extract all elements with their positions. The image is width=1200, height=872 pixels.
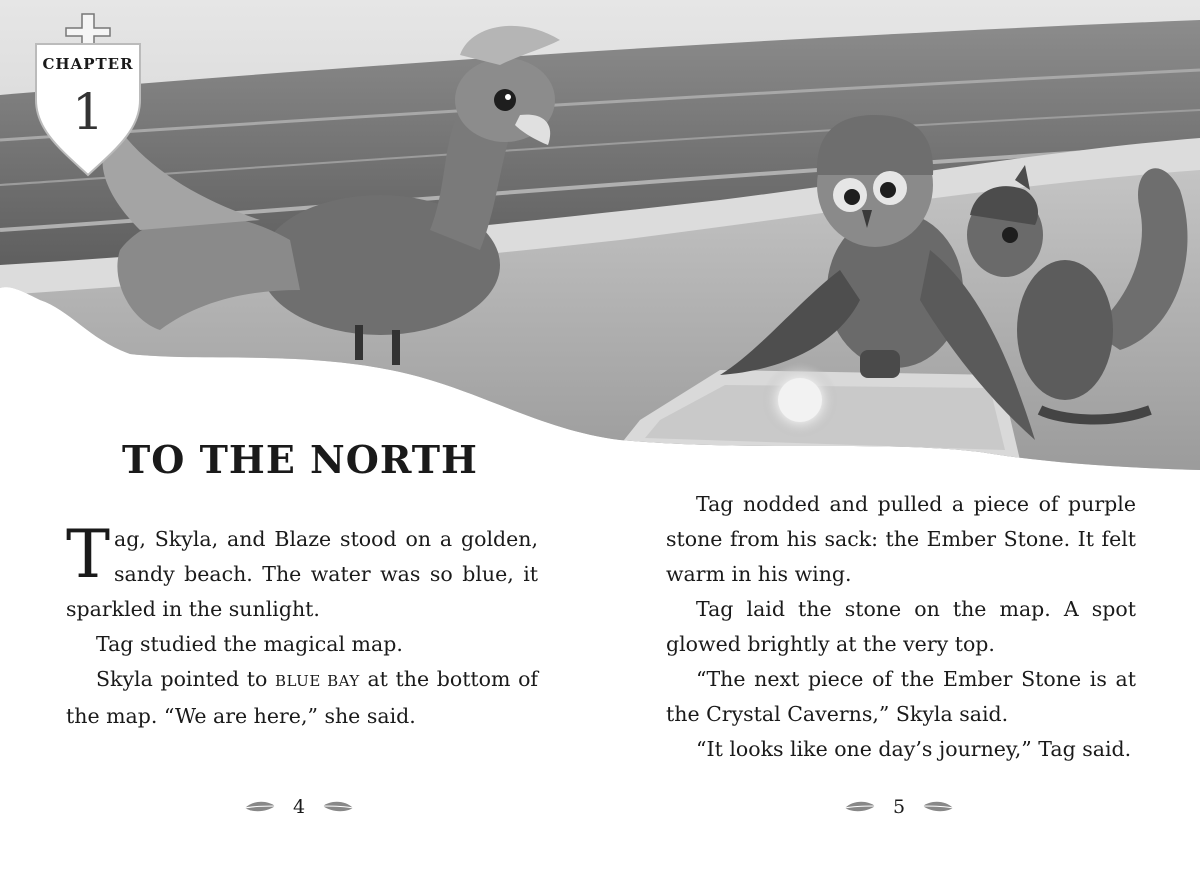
place-name: BLUE BAY xyxy=(275,672,360,690)
page-number-left xyxy=(229,793,369,821)
chapter-number: 1 xyxy=(72,83,104,141)
paragraph: Tag nodded and pulled a piece of purple stone from his sack: the Ember Stone. It felt warm in his wing. xyxy=(666,492,1136,586)
chapter-badge xyxy=(30,10,146,180)
paragraph-text: Skyla pointed to xyxy=(96,667,276,691)
paragraph xyxy=(66,516,538,627)
leaf-ornament-icon xyxy=(321,800,355,814)
chapter-title: TO THE NORTH xyxy=(122,437,478,482)
drop-cap: T xyxy=(66,516,111,593)
leaf-ornament-icon xyxy=(921,800,955,814)
paragraph-text: Tag studied the magical map. xyxy=(96,632,403,656)
right-page-text xyxy=(666,487,1136,767)
page-number-right xyxy=(829,793,969,821)
leaf-ornament-icon xyxy=(243,800,277,814)
paragraph xyxy=(66,662,538,734)
paragraph: Tag laid the stone on the map. A spot glowed brightly at the very top. xyxy=(666,597,1136,656)
paragraph: “The next piece of the Ember Stone is at the Crystal Caverns,” Skyla said. xyxy=(666,667,1136,726)
paragraph xyxy=(66,627,538,662)
left-page-text xyxy=(66,516,539,734)
page-number: 4 xyxy=(292,796,306,818)
page-number: 5 xyxy=(892,796,906,818)
paragraph: “It looks like one day’s journey,” Tag said. xyxy=(696,737,1132,761)
chapter-label: CHAPTER xyxy=(42,55,134,73)
paragraph-text: at the bottom of the map. “We are here,” she said. xyxy=(66,667,539,728)
paragraph-text: ag, Skyla, and Blaze stood on a golden, sandy beach. The water was so blue, it sparkled in the sunlight. xyxy=(66,527,538,621)
leaf-ornament-icon xyxy=(843,800,877,814)
